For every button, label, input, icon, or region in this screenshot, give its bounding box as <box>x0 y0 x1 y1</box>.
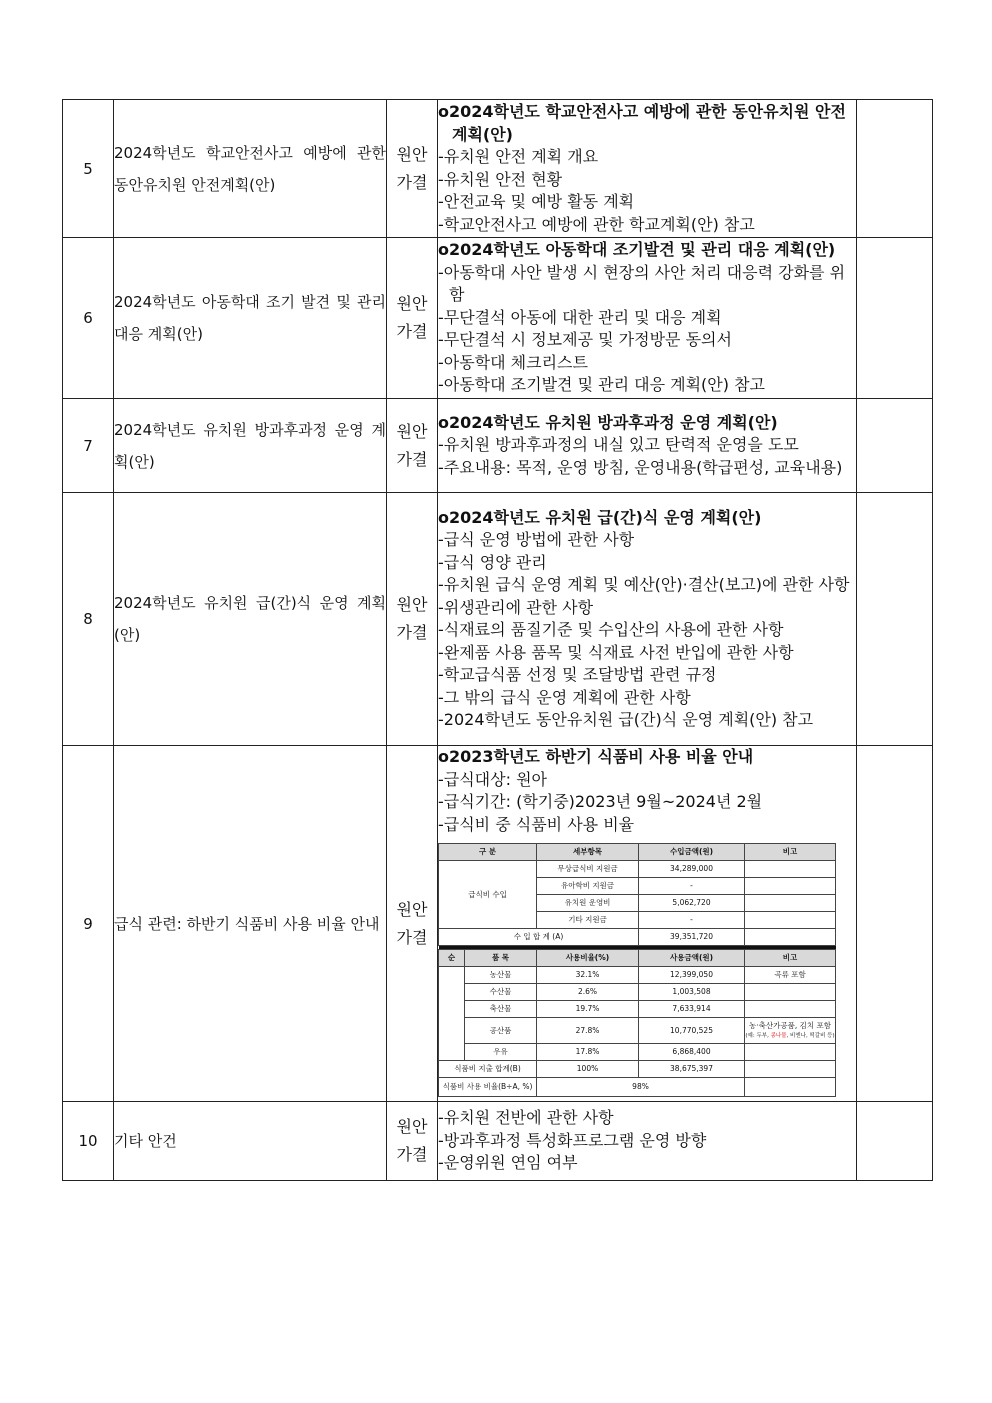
content-item: -식재료의 품질기준 및 수입산의 사용에 관한 사항 <box>438 620 784 639</box>
agenda-row-9 <box>63 746 933 1102</box>
income-item: 기타 지원금 <box>537 912 639 929</box>
income-header-cell: 수입금액(원) <box>639 844 745 861</box>
result-line-1: 원안 <box>396 899 428 919</box>
agenda-title: 2024학년도 아동학대 조기 발견 및 관리 대응 계획(안) <box>114 238 387 399</box>
agenda-result <box>387 238 438 399</box>
usage-ratio: 19.7% <box>537 1001 639 1018</box>
agenda-content <box>438 399 857 493</box>
agenda-content <box>438 1102 857 1181</box>
usage-note-text: 농·축산가공품, 김치 포함 <box>749 1020 832 1030</box>
content-heading: o2024학년도 유치원 방과후과정 운영 계획(안) <box>438 412 778 432</box>
content-item: -유치원 안전 계획 개요 <box>438 147 599 166</box>
ratio-note <box>745 1078 836 1097</box>
income-note <box>745 912 836 929</box>
agenda-title: 2024학년도 유치원 방과후과정 운영 계획(안) <box>114 399 387 493</box>
food-cost-table <box>438 843 836 1097</box>
agenda-content <box>438 238 857 399</box>
agenda-result <box>387 100 438 238</box>
usage-header-cell: 사용금액(원) <box>639 950 745 967</box>
agenda-remarks <box>857 399 933 493</box>
ratio-value: 98% <box>537 1078 745 1097</box>
agenda-number: 6 <box>63 238 114 399</box>
income-item: 무상급식비 지원금 <box>537 861 639 878</box>
processed-note-highlight: 콩나물 <box>770 1032 787 1039</box>
usage-item: 공산품 <box>465 1018 537 1044</box>
income-total-row <box>439 929 836 946</box>
result-line-1: 원안 <box>396 1117 428 1136</box>
agenda-row-8 <box>63 493 933 746</box>
usage-ratio: 17.8% <box>537 1044 639 1061</box>
content-item: -급식비 중 식품비 사용 비율 <box>438 814 635 834</box>
result-line-1: 원안 <box>396 144 428 164</box>
agenda-title: 2024학년도 학교안전사고 예방에 관한 동안유치원 안전계획(안) <box>114 100 387 238</box>
content-item: -무단결석 시 정보제공 및 가정방문 동의서 <box>438 330 732 350</box>
content-item: -유치원 안전 현황 <box>438 169 563 189</box>
agenda-number: 8 <box>63 493 114 746</box>
income-total-label: 수 입 합 계 (A) <box>439 929 639 946</box>
processed-note-part: (예: 두부, <box>745 1032 771 1039</box>
usage-total-amount: 38,675,397 <box>639 1061 745 1078</box>
result-line-2: 가결 <box>396 1145 428 1164</box>
usage-total-ratio: 100% <box>537 1061 639 1078</box>
agenda-title: 기타 안건 <box>114 1102 387 1181</box>
result-line-2: 가결 <box>396 322 428 341</box>
content-item: -완제품 사용 품목 및 식재료 사전 반입에 관한 사항 <box>438 642 794 662</box>
usage-total-row <box>439 1061 836 1078</box>
usage-item: 우유 <box>465 1044 537 1061</box>
content-item: -급식 운영 방법에 관한 사항 <box>438 530 635 549</box>
content-item: -무단결석 아동에 대한 관리 및 대응 계획 <box>438 307 722 327</box>
content-item: -방과후과정 특성화프로그램 운영 방향 <box>438 1130 707 1150</box>
usage-item: 수산물 <box>465 984 537 1001</box>
content-heading: o2024학년도 아동학대 조기발견 및 관리 대응 계획(안) <box>438 240 836 260</box>
agenda-result <box>387 493 438 746</box>
usage-total-label: 식품비 지출 합계(B) <box>439 1061 537 1078</box>
content-heading: o2023학년도 하반기 식품비 사용 비율 안내 <box>438 747 754 766</box>
usage-ratio: 27.8% <box>537 1018 639 1044</box>
usage-header-cell: 비고 <box>745 950 836 967</box>
processed-note-part: , 비엔나, 떡갈비 등) <box>786 1032 835 1039</box>
ratio-row <box>439 1078 836 1097</box>
usage-note <box>745 1044 836 1061</box>
usage-item: 축산물 <box>465 1001 537 1018</box>
agenda-row-6 <box>63 238 933 399</box>
content-item: -위생관리에 관한 사항 <box>438 597 594 617</box>
income-amount: 5,062,720 <box>639 895 745 912</box>
usage-amount: 6,868,400 <box>639 1044 745 1061</box>
income-group-label: 급식비 수입 <box>439 861 537 929</box>
agenda-remarks <box>857 746 933 1102</box>
usage-amount: 1,003,508 <box>639 984 745 1001</box>
result-line-2: 가결 <box>396 172 428 192</box>
income-header-cell: 세부항목 <box>537 844 639 861</box>
content-item: -그 밖의 급식 운영 계획에 관한 사항 <box>438 687 691 707</box>
agenda-result <box>387 399 438 493</box>
ratio-label: 식품비 사용 비율(B÷A, %) <box>439 1078 537 1097</box>
result-line-1: 원안 <box>396 595 428 614</box>
income-item: 유치원 운영비 <box>537 895 639 912</box>
usage-order <box>439 967 465 1061</box>
usage-note <box>745 984 836 1001</box>
usage-amount: 10,770,525 <box>639 1018 745 1044</box>
income-header-row <box>439 844 836 861</box>
income-note <box>745 861 836 878</box>
content-item: -학교안전사고 예방에 관한 학교계획(안) 참고 <box>438 214 755 234</box>
content-heading: o2024학년도 유치원 급(간)식 운영 계획(안) <box>438 507 762 527</box>
agenda-row-10 <box>63 1102 933 1181</box>
agenda-number: 5 <box>63 100 114 238</box>
usage-header-cell: 사용비율(%) <box>537 950 639 967</box>
agenda-content <box>438 746 857 1102</box>
content-item: -급식대상: 원아 <box>438 769 547 789</box>
usage-item: 농산물 <box>465 967 537 984</box>
processed-note <box>745 1031 835 1041</box>
agenda-content <box>438 100 857 238</box>
usage-amount: 12,399,050 <box>639 967 745 984</box>
income-note <box>745 878 836 895</box>
meeting-agenda-table <box>62 99 933 1181</box>
income-note <box>745 895 836 912</box>
income-item: 유아학비 지원금 <box>537 878 639 895</box>
content-item: -유치원 방과후과정의 내실 있고 탄력적 운영을 도모 <box>438 435 799 455</box>
income-amount: - <box>639 912 745 929</box>
usage-note <box>745 1001 836 1018</box>
income-row <box>439 861 836 878</box>
content-item: -유치원 전반에 관한 사항 <box>438 1108 614 1128</box>
agenda-title: 2024학년도 유치원 급(간)식 운영 계획(안) <box>114 493 387 746</box>
usage-header-cell: 품 목 <box>465 950 537 967</box>
agenda-remarks <box>857 493 933 746</box>
usage-row <box>439 1044 836 1061</box>
agenda-remarks <box>857 1102 933 1181</box>
content-item: -아동학대 사안 발생 시 현장의 사안 처리 대응력 강화를 위함 <box>438 262 846 305</box>
result-line-2: 가결 <box>396 927 428 947</box>
agenda-remarks <box>857 238 933 399</box>
income-amount: 34,289,000 <box>639 861 745 878</box>
usage-amount: 7,633,914 <box>639 1001 745 1018</box>
content-item: -유치원 급식 운영 계획 및 예산(안)·결산(보고)에 관한 사항 <box>438 575 850 594</box>
content-item: -아동학대 체크리스트 <box>438 352 588 372</box>
content-item: -운영위원 연임 여부 <box>438 1153 578 1173</box>
content-heading: o2024학년도 학교안전사고 예방에 관한 동안유치원 안전계획(안) <box>438 102 846 144</box>
content-item: -주요내용: 목적, 운영 방침, 운영내용(학급편성, 교육내용) <box>438 457 843 477</box>
content-item: -학교급식품 선정 및 조달방법 관련 규정 <box>438 665 717 684</box>
usage-note <box>745 1018 836 1044</box>
agenda-remarks <box>857 100 933 238</box>
income-total-note <box>745 929 836 946</box>
income-header-cell: 구 분 <box>439 844 537 861</box>
agenda-result <box>387 746 438 1102</box>
content-item: -안전교육 및 예방 활동 계획 <box>438 192 635 211</box>
usage-header-cell: 순 <box>439 950 465 967</box>
agenda-row-7 <box>63 399 933 493</box>
agenda-number: 10 <box>63 1102 114 1181</box>
income-total-amount: 39,351,720 <box>639 929 745 946</box>
income-amount: - <box>639 878 745 895</box>
result-line-2: 가결 <box>396 449 428 469</box>
result-line-1: 원안 <box>396 421 428 441</box>
content-item: -아동학대 조기발견 및 관리 대응 계획(안) 참고 <box>438 375 765 395</box>
agenda-number: 9 <box>63 746 114 1102</box>
agenda-row-5 <box>63 100 933 238</box>
agenda-content <box>438 493 857 746</box>
usage-total-note <box>745 1061 836 1078</box>
usage-header-row <box>439 950 836 967</box>
income-header-cell: 비고 <box>745 844 836 861</box>
usage-row <box>439 967 836 984</box>
content-item: -2024학년도 동안유치원 급(간)식 운영 계획(안) 참고 <box>438 710 814 729</box>
usage-row <box>439 1001 836 1018</box>
agenda-number: 7 <box>63 399 114 493</box>
result-line-2: 가결 <box>396 623 428 642</box>
usage-note: 곡류 포함 <box>745 967 836 984</box>
content-item: -급식 영양 관리 <box>438 552 547 572</box>
agenda-title: 급식 관련: 하반기 식품비 사용 비율 안내 <box>114 746 387 1102</box>
result-line-1: 원안 <box>396 294 428 313</box>
usage-row <box>439 1018 836 1044</box>
agenda-result <box>387 1102 438 1181</box>
usage-row <box>439 984 836 1001</box>
usage-ratio: 32.1% <box>537 967 639 984</box>
usage-ratio: 2.6% <box>537 984 639 1001</box>
content-item: -급식기간: (학기중)2023년 9월~2024년 2월 <box>438 792 763 811</box>
